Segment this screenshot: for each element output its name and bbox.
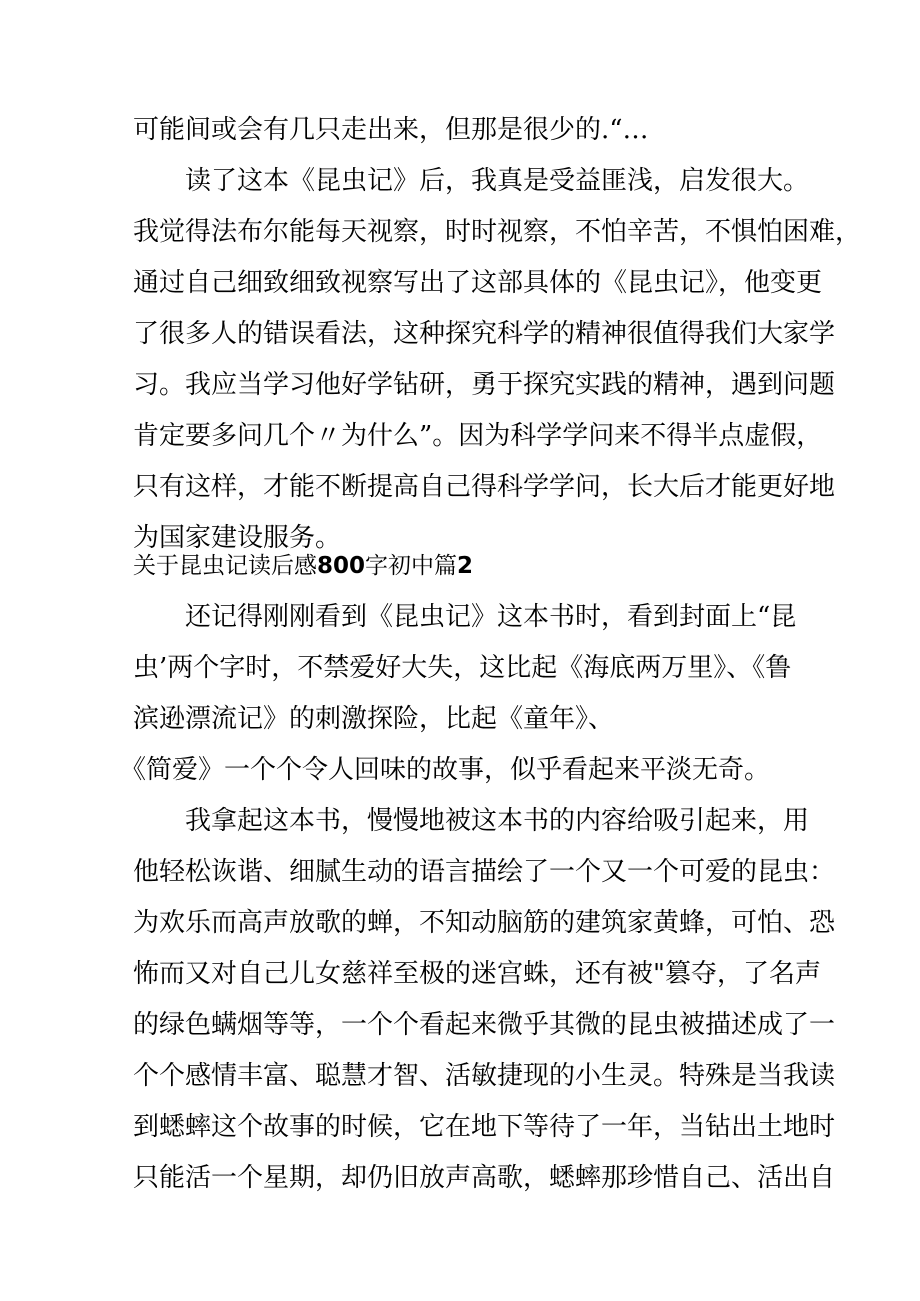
- section-heading-suffix: 2: [457, 553, 474, 579]
- section-heading-prefix: 关于昆虫记读后感: [133, 553, 317, 579]
- paragraph-line: 习。我应当学习他好学钻研，勇于探究实践的精神，遇到问题: [133, 370, 836, 400]
- paragraph-line: 他轻松诙谐、细腻生动的语言描绘了一个又一个可爱的昆虫：: [133, 857, 836, 887]
- paragraph-line: 我觉得法布尔能每天视察，时时视察，不怕辛苦，不惧怕困难，: [133, 217, 862, 247]
- paragraph-line: 《简爱》一个个令人回味的故事，似乎看起来平淡无奇。: [120, 755, 771, 785]
- paragraph-line: 了很多人的错误看法，这种探究科学的精神很值得我们大家学: [133, 319, 836, 349]
- paragraph-line: 还记得刚刚看到《昆虫记》这本书时，看到封面上“昆: [133, 602, 797, 632]
- paragraph-line: 到蟋蟀这个故事的时候，它在地下等待了一年，当钻出土地时: [133, 1112, 836, 1142]
- paragraph-line: 为欢乐而高声放歌的蝉，不知动脑筋的建筑家黄蜂，可怕、恐: [133, 908, 836, 938]
- paragraph-line: 只能活一个星期，却仍旧放声高歌，蟋蟀那珍惜自己、活出自: [133, 1163, 836, 1193]
- paragraph-line: 可能间或会有几只走出来，但那是很少的.“…: [133, 115, 649, 145]
- paragraph-line: 肯定要多问几个〃为什么”。因为科学学问来不得半点虚假，: [133, 421, 823, 451]
- section-heading-number: 800: [317, 553, 366, 579]
- paragraph-line: 滨逊漂流记》的刺激探险，比起《童年》、: [133, 704, 615, 734]
- paragraph-line: 的绿色螨烟等等，一个个看起来微乎其微的昆虫被描述成了一: [133, 1010, 836, 1040]
- paragraph-line: 通过自己细致细致视察写出了这部具体的《昆虫记》，他变更: [133, 268, 823, 298]
- section-heading-middle: 字初中篇: [365, 553, 458, 579]
- paragraph-line: 读了这本《昆虫记》后，我真是受益匪浅，启发很大。: [133, 166, 810, 196]
- section-heading: [133, 546, 473, 586]
- paragraph-line: 只有这样，才能不断提高自己得科学学问，长大后才能更好地: [133, 472, 836, 502]
- paragraph-line: 为国家建设服务。: [133, 523, 342, 553]
- paragraph-line: 个个感情丰富、聪慧才智、活敏捷现的小生灵。特殊是当我读: [133, 1061, 836, 1091]
- paragraph-line: 怖而又对自己儿女慈祥至极的迷宫蛛，还有被"篡夺，了名声: [133, 959, 821, 989]
- paragraph-line: 虫’两个字时，不禁爱好大失，这比起《海底两万里》、《鲁: [133, 653, 792, 683]
- paragraph-line: 我拿起这本书，慢慢地被这本书的内容给吸引起来，用: [133, 806, 810, 836]
